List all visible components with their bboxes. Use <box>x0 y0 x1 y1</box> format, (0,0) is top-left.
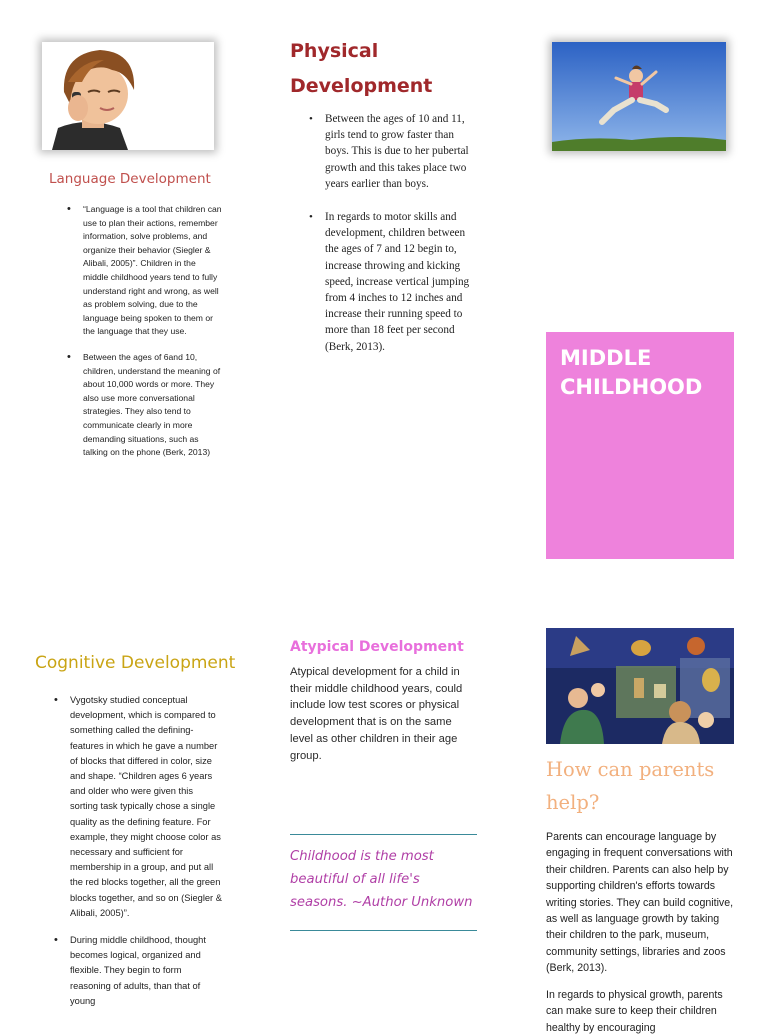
museum-visit-photo <box>546 628 734 744</box>
physical-bullet-1: • Between the ages of 10 and 11, girls tend to grow faster than boys. This is due to her pubertal growth and this takes place two years earlier than boys. <box>325 111 480 192</box>
language-development-heading: Language Development <box>49 171 211 187</box>
physical-development-heading: Physical Development <box>290 40 433 97</box>
museum-visit-illustration <box>546 628 734 744</box>
cognitive-development-heading: Cognitive Development <box>35 653 236 673</box>
cognitive-bullet-1: • Vygotsky studied conceptual development, which is compared to something called the defining-features in which he gave a number of blocks that differed in color, size and shape. “Children ages 6 years and older who were given this sorting task typically chose a single quality as the defining feature. For example, they might choose color as necessary and sufficient for membership in a group, and put all the red blocks together, all the green blocks together, and so on (Siegler & Alibali, 2005)”. <box>70 693 222 921</box>
brochure-title: MIDDLE CHILDHOOD <box>560 346 703 399</box>
language-bullet-list <box>83 203 223 472</box>
physical-bullet-2: • In regards to motor skills and development, children between the ages of 7 and 12 begin to, increase throwing and kicking speed, increase vertical jumping from 4 inches to 12 inches and increase their running speed to more than 18 feet per second (Berk, 2013). <box>325 209 480 355</box>
language-bullet-2: • Between the ages of 6and 10, children, understand the meaning of about 10,000 words or more. They also use more conversational strategies. They also tend to communicate clearly in more demanding situations, such as talking on the phone (Berk, 2013) <box>83 351 223 460</box>
boy-on-phone-photo <box>42 42 214 150</box>
parents-help-paragraph-1: Parents can encourage language by engaging in frequent conversations with their children. Parents can also help by supporting children's efforts towards writing stories. They can build cognitive, as well as language growth by taking their children to the park, museum, community settings, libraries and zoos (Berk, 2013). <box>546 831 734 975</box>
parents-help-heading: How can parents help? <box>546 758 715 814</box>
language-bullet-1: • “Language is a tool that children can use to plan their actions, remember information, solve problems, and organize their behavior (Siegler & Alibali, 2005)”. Children in the middle childhood years tend to fully understand right and wrong, as well as problem solving, due to the language being spoken to them or the language that they use. <box>83 203 223 339</box>
cognitive-bullet-2: • During middle childhood, thought becomes logical, organized and flexible. They begin to form reasoning of adults, than that of young <box>70 933 222 1009</box>
cognitive-bullet-list <box>70 693 222 1021</box>
quote-bottom-rule <box>290 930 477 931</box>
atypical-development-heading: Atypical Development <box>290 639 464 655</box>
quote-top-rule <box>290 834 477 835</box>
physical-bullet-list <box>325 111 480 372</box>
parents-help-paragraph-2: In regards to physical growth, parents can make sure to keep their children healthy by encouraging <box>546 989 723 1034</box>
jumping-child-illustration <box>552 42 726 151</box>
jumping-child-photo <box>552 42 726 151</box>
childhood-quote: Childhood is the most beautiful of all life's seasons. ~Author Unknown <box>290 849 473 910</box>
title-box <box>546 332 734 559</box>
atypical-development-body: Atypical development for a child in their middle childhood years, could include low test scores or physical development that is on the same level as other children in their age group. <box>290 666 463 762</box>
boy-on-phone-illustration <box>42 42 214 150</box>
